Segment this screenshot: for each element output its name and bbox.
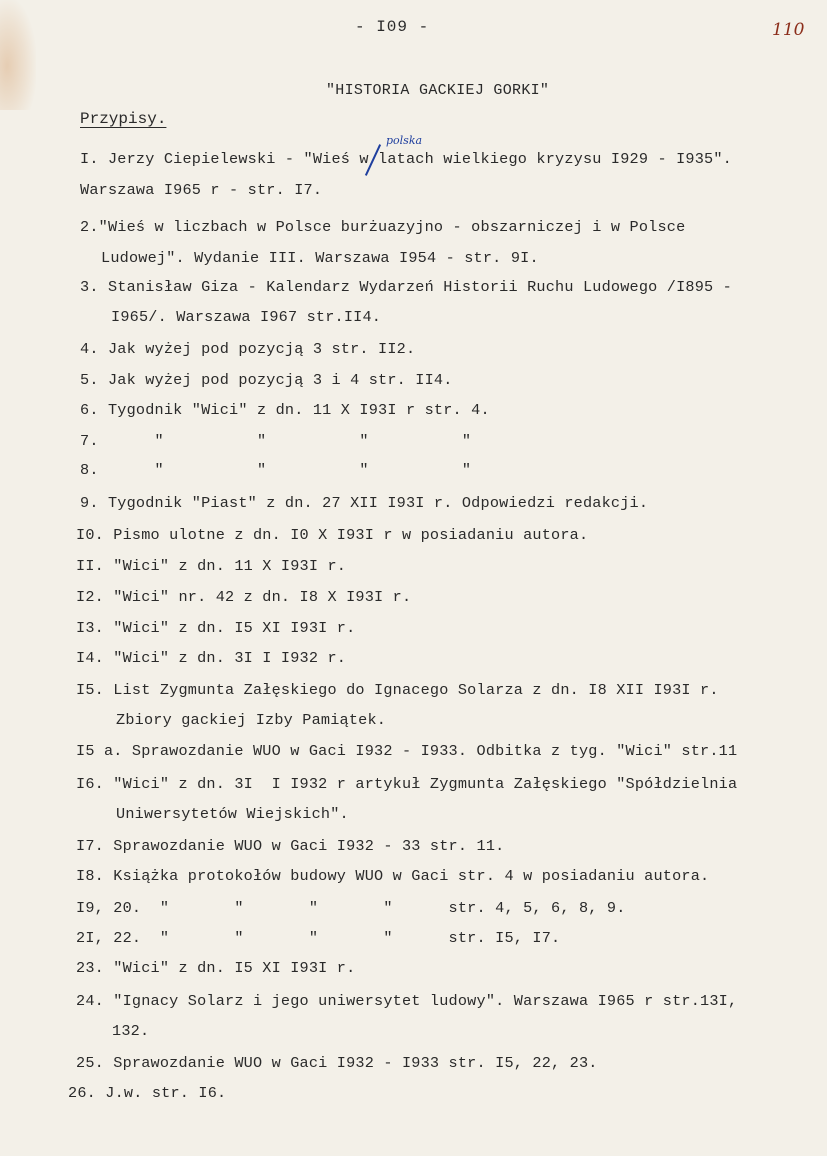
footnote-line: Uniwersytetów Wiejskich". — [116, 805, 349, 823]
footnote-line: 26. J.w. str. I6. — [68, 1084, 227, 1102]
footnote-line: I0. Pismo ulotne z dn. I0 X I93I r w posiadaniu autora. — [76, 526, 589, 544]
footnote-line: 24. "Ignacy Solarz i jego uniwersytet ludowy". Warszawa I965 r str.13I, — [76, 992, 738, 1010]
paper-stain — [0, 0, 36, 110]
footnote-line: 23. "Wici" z dn. I5 XI I93I r. — [76, 959, 356, 977]
document-title: "HISTORIA GACKIEJ GORKI" — [326, 82, 550, 99]
footnote-line: 8. " " " " — [80, 461, 472, 479]
handwritten-page-number: 110 — [772, 20, 805, 40]
footnote-line: I. Jerzy Ciepielewski - "Wieś w latach wielkiego kryzysu I929 - I935". — [80, 150, 732, 168]
footnote-line: 6. Tygodnik "Wici" z dn. 11 X I93I r str. 4. — [80, 401, 490, 419]
footnote-line: I3. "Wici" z dn. I5 XI I93I r. — [76, 619, 356, 637]
footnote-line: Warszawa I965 r - str. I7. — [80, 181, 323, 199]
footnote-line: I6. "Wici" z dn. 3I I I932 r artykuł Zygmunta Załęskiego "Spółdzielnia — [76, 775, 738, 793]
footnote-line: I9, 20. " " " " str. 4, 5, 6, 8, 9. — [76, 899, 626, 917]
footnote-line: II. "Wici" z dn. 11 X I93I r. — [76, 557, 347, 575]
footnotes-heading: Przypisy. — [80, 110, 167, 128]
handwritten-insert: polska — [386, 134, 423, 147]
page-number: - I09 - — [355, 18, 430, 36]
footnote-line: Ludowej". Wydanie III. Warszawa I954 - str. 9I. — [101, 249, 539, 267]
footnote-line: I8. Książka protokołów budowy WUO w Gaci str. 4 w posiadaniu autora. — [76, 867, 710, 885]
footnote-line: 2I, 22. " " " " str. I5, I7. — [76, 929, 561, 947]
footnote-line: I965/. Warszawa I967 str.II4. — [111, 308, 382, 326]
footnote-line: 4. Jak wyżej pod pozycją 3 str. II2. — [80, 340, 416, 358]
footnote-line: 132. — [112, 1022, 150, 1040]
footnote-line: 2."Wieś w liczbach w Polsce burżuazyjno - obszarniczej i w Polsce — [80, 218, 686, 236]
footnote-line: 5. Jak wyżej pod pozycją 3 i 4 str. II4. — [80, 371, 453, 389]
footnote-line: I7. Sprawozdanie WUO w Gaci I932 - 33 str. 11. — [76, 837, 505, 855]
footnote-line: I4. "Wici" z dn. 3I I I932 r. — [76, 649, 347, 667]
footnote-line: 7. " " " " — [80, 432, 472, 450]
footnote-line: Zbiory gackiej Izby Pamiątek. — [116, 711, 387, 729]
footnote-line: 25. Sprawozdanie WUO w Gaci I932 - I933 str. I5, 22, 23. — [76, 1054, 598, 1072]
footnote-line: 9. Tygodnik "Piast" z dn. 27 XII I93I r. Odpowiedzi redakcji. — [80, 494, 649, 512]
footnote-line: I5. List Zygmunta Załęskiego do Ignacego Solarza z dn. I8 XII I93I r. — [76, 681, 719, 699]
footnote-line: I5 a. Sprawozdanie WUO w Gaci I932 - I933. Odbitka z tyg. "Wici" str.11 — [76, 742, 738, 760]
footnote-line: I2. "Wici" nr. 42 z dn. I8 X I93I r. — [76, 588, 412, 606]
footnote-line: 3. Stanisław Giza - Kalendarz Wydarzeń Historii Ruchu Ludowego /I895 - — [80, 278, 732, 296]
